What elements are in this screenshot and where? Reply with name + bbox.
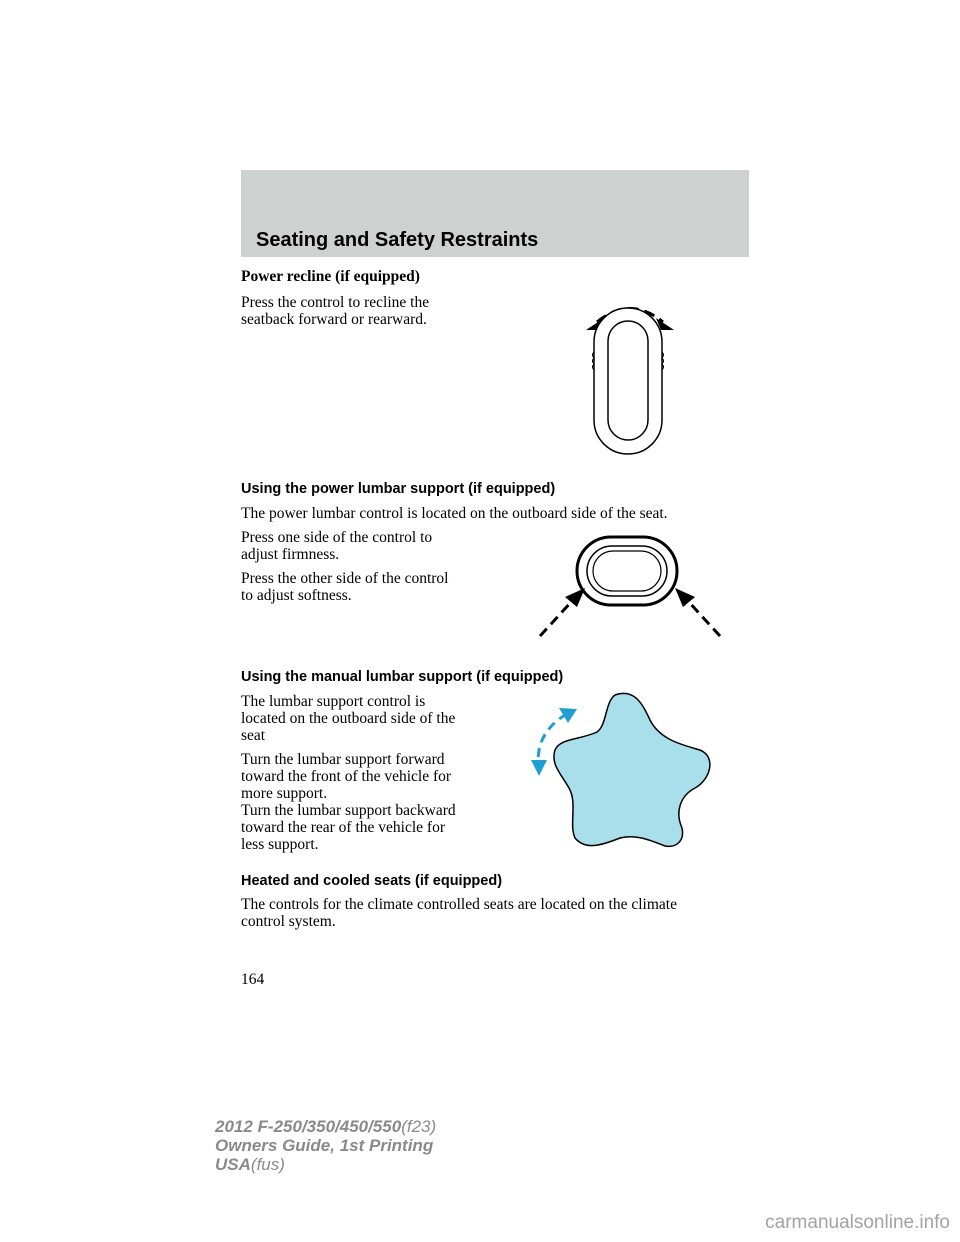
heading-heated-cooled: Heated and cooled seats (if equipped) — [241, 873, 503, 889]
heading-manual-lumbar: Using the manual lumbar support (if equipped) — [241, 669, 564, 685]
text-manual-lumbar-forward: Turn the lumbar support forward toward the front of the vehicle for more support. — [241, 751, 452, 802]
footer-edition: Owners Guide, 1st Printing — [215, 1136, 434, 1155]
section-header-band — [241, 170, 749, 257]
text-heated-cooled: The controls for the climate controlled seats are located on the climate control system. — [241, 896, 677, 930]
footer-model: 2012 F-250/350/450/550 — [215, 1117, 402, 1136]
arrow-backward-icon — [531, 760, 547, 776]
section-title: Seating and Safety Restraints — [256, 229, 539, 251]
text-manual-lumbar-backward: Turn the lumbar support backward toward the rear of the vehicle for less support. — [241, 802, 456, 853]
text-power-lumbar-softness: Press the other side of the control to adjust softness. — [241, 570, 449, 604]
arrow-firmness-icon — [565, 588, 585, 607]
heading-power-lumbar: Using the power lumbar support (if equipped) — [241, 481, 556, 497]
arrow-softness-icon — [675, 588, 695, 607]
text-power-lumbar-location: The power lumbar control is located on the outboard side of the seat. — [241, 505, 668, 522]
document-footer — [215, 1117, 436, 1174]
lumbar-knob — [554, 693, 710, 846]
power-recline-control-figure — [575, 290, 685, 460]
heading-power-recline: Power recline (if equipped) — [241, 268, 420, 285]
footer-market: USA — [215, 1155, 251, 1174]
footer-market-code: (fus) — [250, 1155, 285, 1174]
page-number: 164 — [241, 971, 265, 988]
text-manual-lumbar-location: The lumbar support control is located on the outboard side of the seat — [241, 693, 456, 744]
watermark: carmanualsonline.info — [765, 1212, 950, 1233]
recline-switch-inner — [608, 321, 648, 440]
footer-model-code: (f23) — [401, 1117, 437, 1136]
manual-lumbar-knob-figure — [525, 690, 725, 850]
text-power-recline: Press the control to recline the seatback forward or rearward. — [241, 294, 430, 328]
power-lumbar-control-figure — [535, 530, 725, 642]
text-power-lumbar-firmness: Press one side of the control to adjust firmness. — [241, 529, 433, 563]
